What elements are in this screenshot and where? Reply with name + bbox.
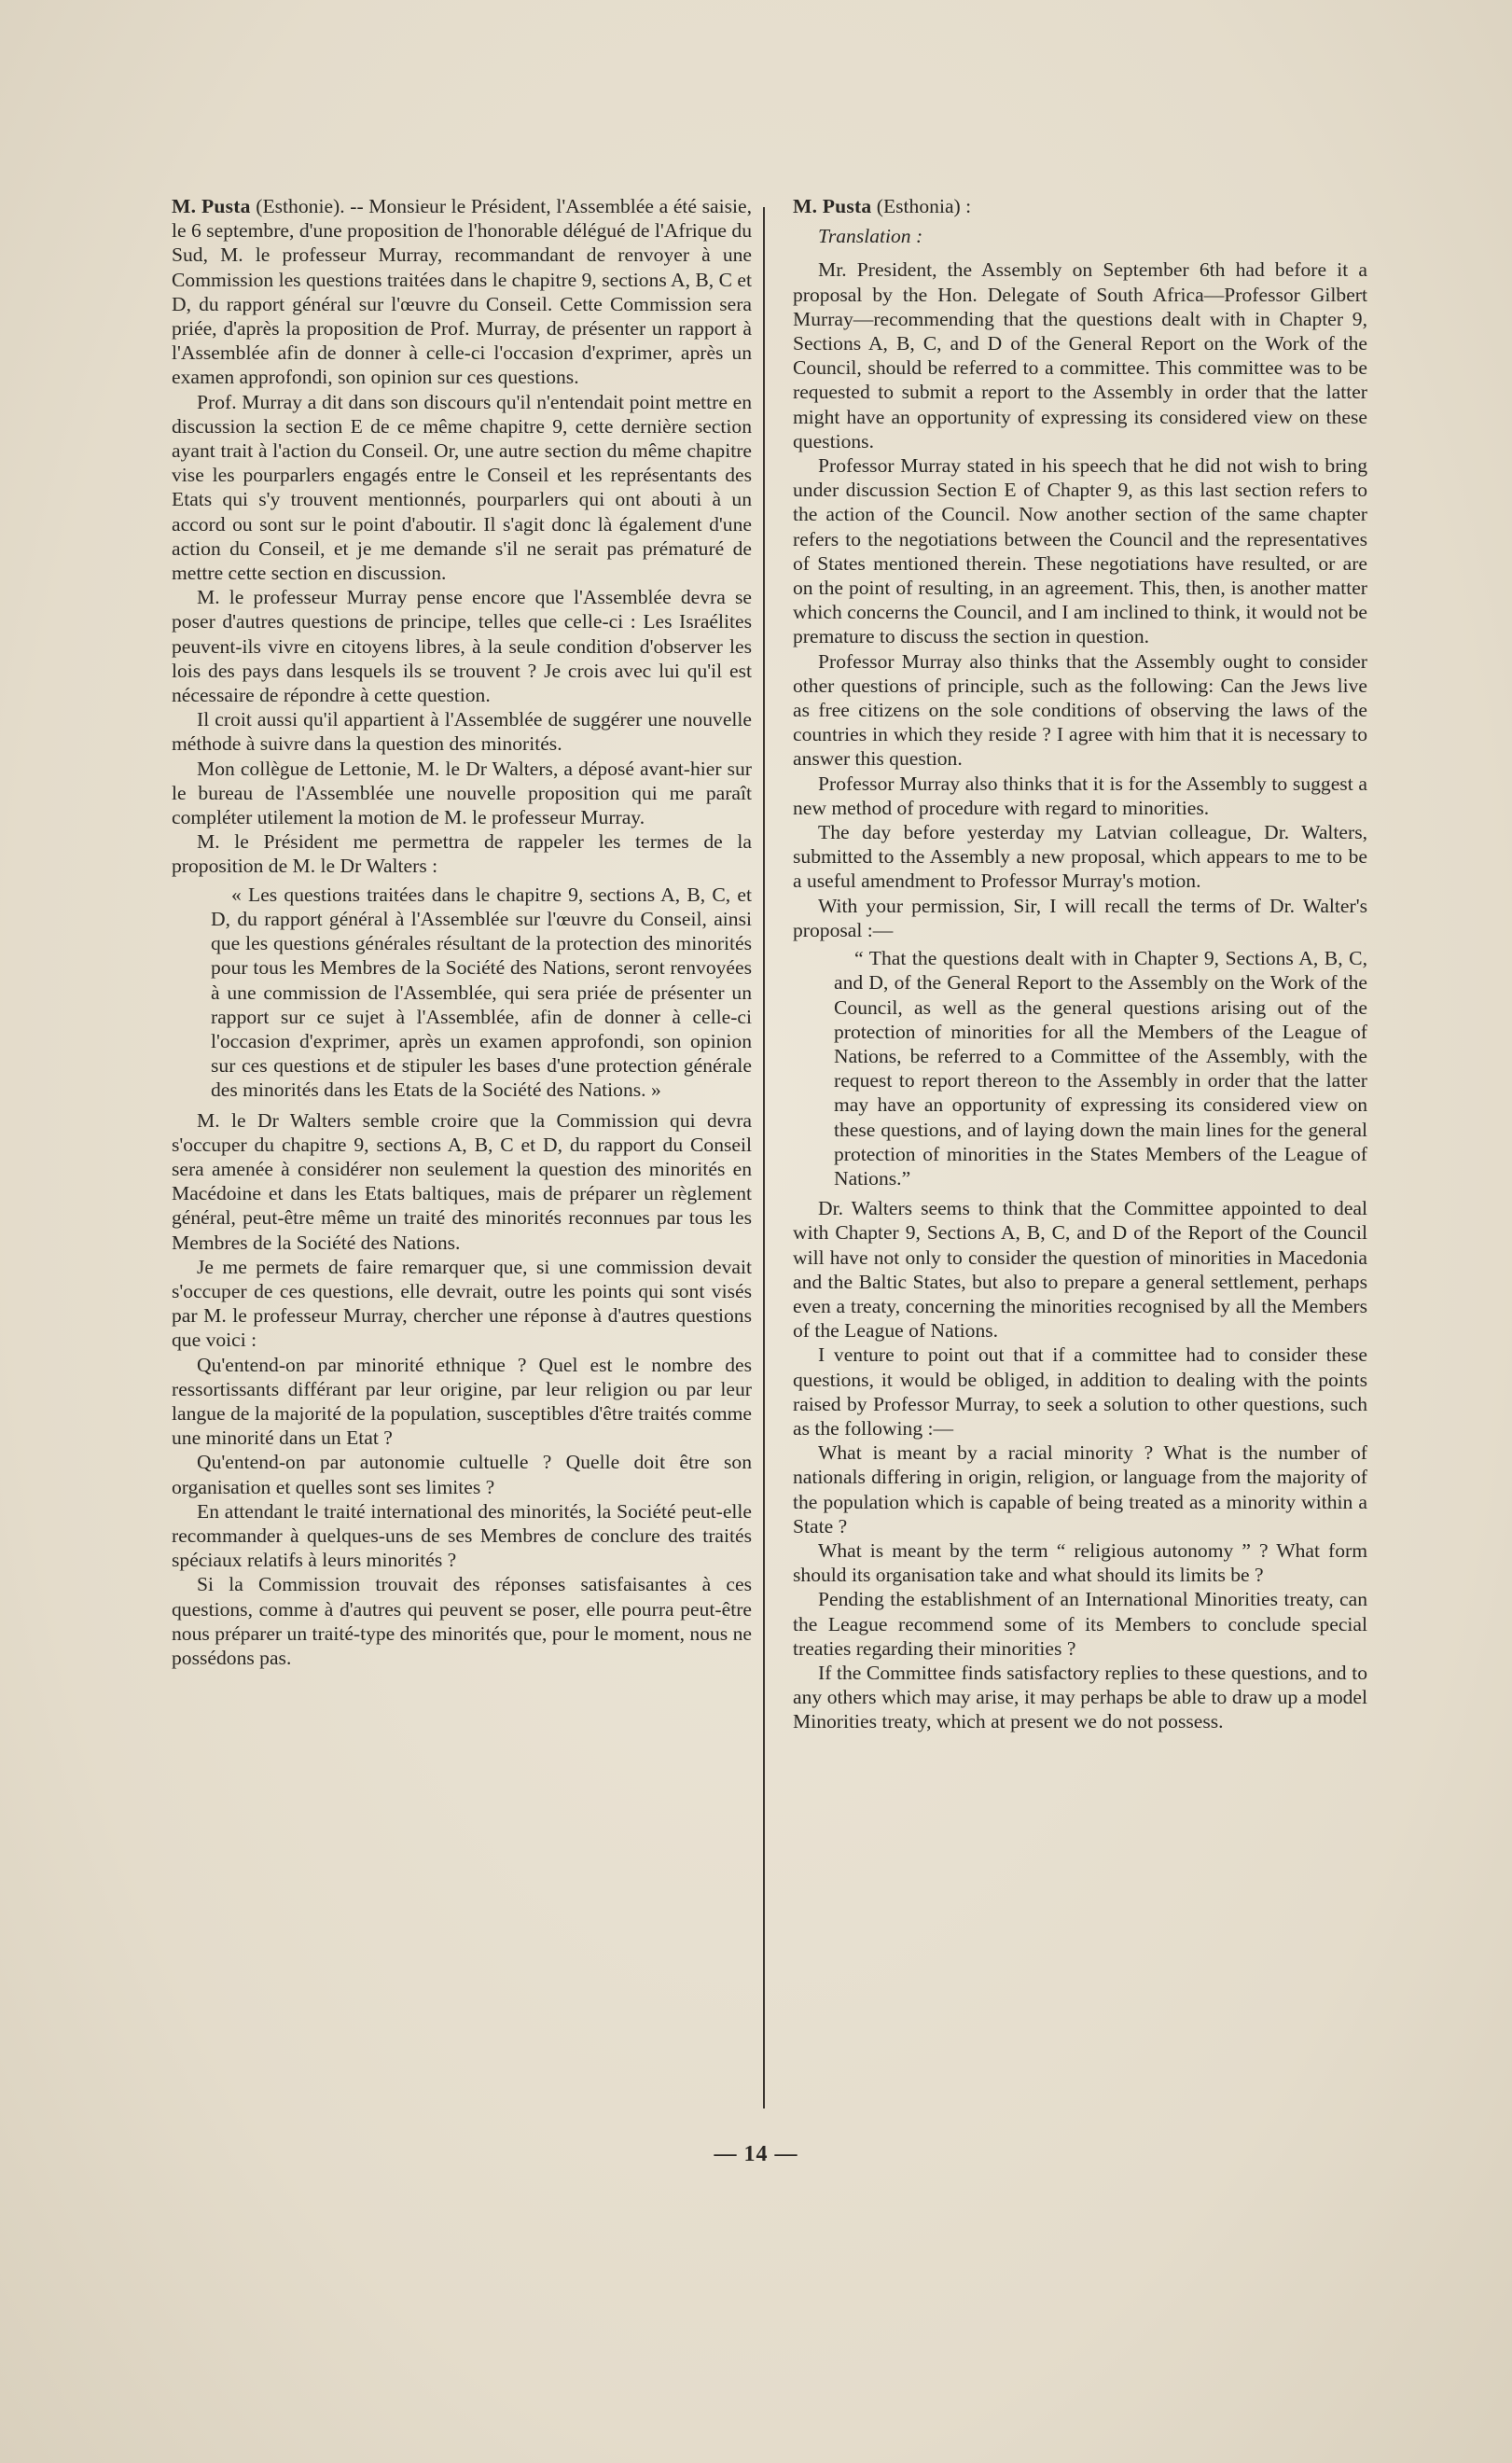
quote-text: “ That the questions dealt with in Chapter 9, Sections A, B, C, and D, of the General Report to the Assembly on the Work of the Council, as well as the general questions arising out of the protection of minorities for all the Members of the League of Nations, be referred to a Committee of the Assembly, with the request to report thereon to the Assembly in order that the latter may have an opportunity of expressing its considered view on these questions, and of laying down the main lines for the general protection of minorities in the States Members of the League of Nations.”	[834, 947, 1367, 1190]
quote-text: « Les questions traitées dans le chapitre 9, sections A, B, C, et D, du rapport général à l'Assemblée sur l'œuvre du Conseil, ainsi que les questions générales résultant de la protection des minorités pour tous les Membres de la Société des Nations, seront renvoyées à une commission de l'Assemblée, qui sera priée de présenter un rapport sur ce sujet à l'Assemblée, afin de donner à celle-ci l'occasion d'exprimer, après un examen approfondi, son opinion sur ces questions et de stipuler les bases d'une protection générale des minorités dans les Etats de la Société des Nations. »	[211, 883, 752, 1102]
paragraph: Il croit aussi qu'il appartient à l'Assemblée de suggérer une nouvelle méthode à suivre dans la question des minorités.	[172, 708, 752, 756]
page-number: — 14 —	[714, 2142, 798, 2166]
paragraph: Je me permets de faire remarquer que, si une commission devait s'occuper de ces questions, elle devrait, outre les points qui sont visés par M. le professeur Murray, chercher une réponse à d'autres questions que voici :	[172, 1255, 752, 1352]
paragraph: Dr. Walters seems to think that the Committee appointed to deal with Chapter 9, Sections A, B, C, and D of the Report of the Council will have not only to consider the question of minorities in Macedonia and the Baltic States, but also to prepare a general settlement, perhaps even a treaty, concerning the minorities recognised by all the Members of the League of Nations.	[793, 1197, 1367, 1343]
paragraph: Mr. President, the Assembly on September 6th had before it a proposal by the Hon. Delegate of South Africa—Professor Gilbert Murray—recommending that the questions dealt with in Chapter 9, Sections A, B, C, and D of the General Report on the Work of the Council, should be referred to a committee. This committee was to be requested to submit a report to the Assembly in order that the latter might have an opportunity of expressing its considered view on these questions.	[793, 258, 1367, 452]
paragraph: Prof. Murray a dit dans son discours qu'il n'entendait point mettre en discussion la section E de ce même chapitre 9, cette dernière section ayant trait à l'action du Conseil. Or, une autre section du même chapitre vise les pourparlers engagés entre le Conseil et les représentants des Etats qui s'y trouvent mentionnés, pourparlers qui ont abouti à un accord ou sont sur le point d'aboutir. Il s'agit donc là également d'une action du Conseil, et je me demande s'il ne serait pas prématuré de mettre cette section en discussion.	[172, 390, 752, 585]
english-column	[793, 194, 1367, 1734]
paragraph: Professor Murray stated in his speech that he did not wish to bring under discussion Section E of Chapter 9, as this last section refers to the action of the Council. Now another section of the same chapter refers to the negotiations between the Council and the representatives of States mentioned therein. These negotiations have resulted, or are on the point of resulting, in an agreement. This, then, is another matter which concerns the Council, and I am inclined to think, it would not be premature to discuss the section in question.	[793, 454, 1367, 648]
paragraph: I venture to point out that if a committee had to consider these questions, it would be obliged, in addition to dealing with the points raised by Professor Murray, to seek a solution to other questions, such as the following :—	[793, 1343, 1367, 1440]
paragraph: The day before yesterday my Latvian colleague, Dr. Walters, submitted to the Assembly a new proposal, which appears to me to be a useful amendment to Professor Murray's motion.	[793, 821, 1367, 893]
paragraph: What is meant by the term “ religious autonomy ” ? What form should its organisation take and what should its limits be ?	[793, 1538, 1367, 1587]
paragraph-text: (Esthonie). -- Monsieur le Président, l'Assemblée a été saisie, le 6 septembre, d'une proposition de l'honorable délégué de l'Afrique du Sud, M. le professeur Murray, recommandant de renvoyer à une Commission les questions traitées dans le chapitre 9, sections A, B, C et D, du rapport général sur l'œuvre du Conseil. Cette Commission sera priée, d'après la proposition de Prof. Murray, de présenter un rapport à l'Assemblée afin de donner à celle-ci l'occasion d'exprimer, après un examen approfondi, son opinion sur ces questions.	[172, 195, 752, 389]
paragraph: Pending the establishment of an International Minorities treaty, can the League recommend some of its Members to conclude special treaties regarding their minorities ?	[793, 1588, 1367, 1660]
paragraph	[172, 194, 752, 390]
block-quote	[172, 883, 752, 1103]
french-column	[172, 194, 752, 1670]
paragraph: With your permission, Sir, I will recall the terms of Dr. Walter's proposal :—	[793, 894, 1367, 941]
column-divider	[763, 207, 765, 2108]
paragraph: M. le Président me permettra de rappeler les termes de la proposition de M. le Dr Walters :	[172, 830, 752, 878]
paragraph: Qu'entend-on par minorité ethnique ? Quel est le nombre des ressortissants différant par leur origine, par leur religion ou par leur langue de la majorité de la population, susceptibles d'être traités comme une minorité dans un Etat ?	[172, 1353, 752, 1450]
paragraph: Mon collègue de Lettonie, M. le Dr Walters, a déposé avant-hier sur le bureau de l'Assemblée une nouvelle proposition qui me paraît compléter utilement la motion de M. le professeur Murray.	[172, 757, 752, 829]
paragraph	[793, 194, 1367, 218]
speaker-name: M. Pusta	[172, 195, 251, 217]
speaker-name: M. Pusta	[793, 195, 872, 217]
paragraph: If the Committee finds satisfactory replies to these questions, and to any others which may arise, it may perhaps be able to draw up a model Minorities treaty, which at present we do not possess.	[793, 1661, 1367, 1733]
paragraph: M. le Dr Walters semble croire que la Commission qui devra s'occuper du chapitre 9, sections A, B, C et D, du rapport du Conseil sera amenée à considérer non seulement la question des minorités en Macédoine et dans les Etats baltiques, mais de préparer un règlement général, peut-être même un traité des minorités reconnues par tous les Membres de la Société des Nations.	[172, 1108, 752, 1254]
paragraph: M. le professeur Murray pense encore que l'Assemblée devra se poser d'autres questions de principe, telles que celle-ci : Les Israélites peuvent-ils vivre en citoyens libres, à la seule condition d'observer les lois des pays dans lesquels ils se trouvent ? Je crois avec lui qu'il est nécessaire de répondre à cette question.	[172, 586, 752, 707]
paragraph: Si la Commission trouvait des réponses satisfaisantes à ces questions, comme à d'autres qui peuvent se poser, elle pourra peut-être nous préparer un traité-type des minorités que, pour le moment, nous ne possédons pas.	[172, 1573, 752, 1669]
paragraph: Qu'entend-on par autonomie cultuelle ? Quelle doit être son organisation et quelles sont ses limites ?	[172, 1451, 752, 1498]
speaker-country: (Esthonia) :	[871, 195, 972, 217]
paragraph: Professor Murray also thinks that it is for the Assembly to suggest a new method of procedure with regard to minorities.	[793, 772, 1367, 819]
translation-label: Translation :	[818, 225, 923, 248]
block-quote	[793, 946, 1367, 1190]
paragraph: Professor Murray also thinks that the Assembly ought to consider other questions of principle, such as the following: Can the Jews live as free citizens on the sole conditions of observing the laws of the countries in which they reside ? I agree with him that it is necessary to answer this question.	[793, 649, 1367, 771]
paragraph: En attendant le traité international des minorités, la Société peut-elle recommander à quelques-uns de ses Membres de conclure des traités spéciaux relatifs à leurs minorités ?	[172, 1499, 752, 1572]
paragraph: What is meant by a racial minority ? What is the number of nationals differing in origin, religion, or language from the majority of the population which is capable of being treated as a minority within a State ?	[793, 1441, 1367, 1538]
